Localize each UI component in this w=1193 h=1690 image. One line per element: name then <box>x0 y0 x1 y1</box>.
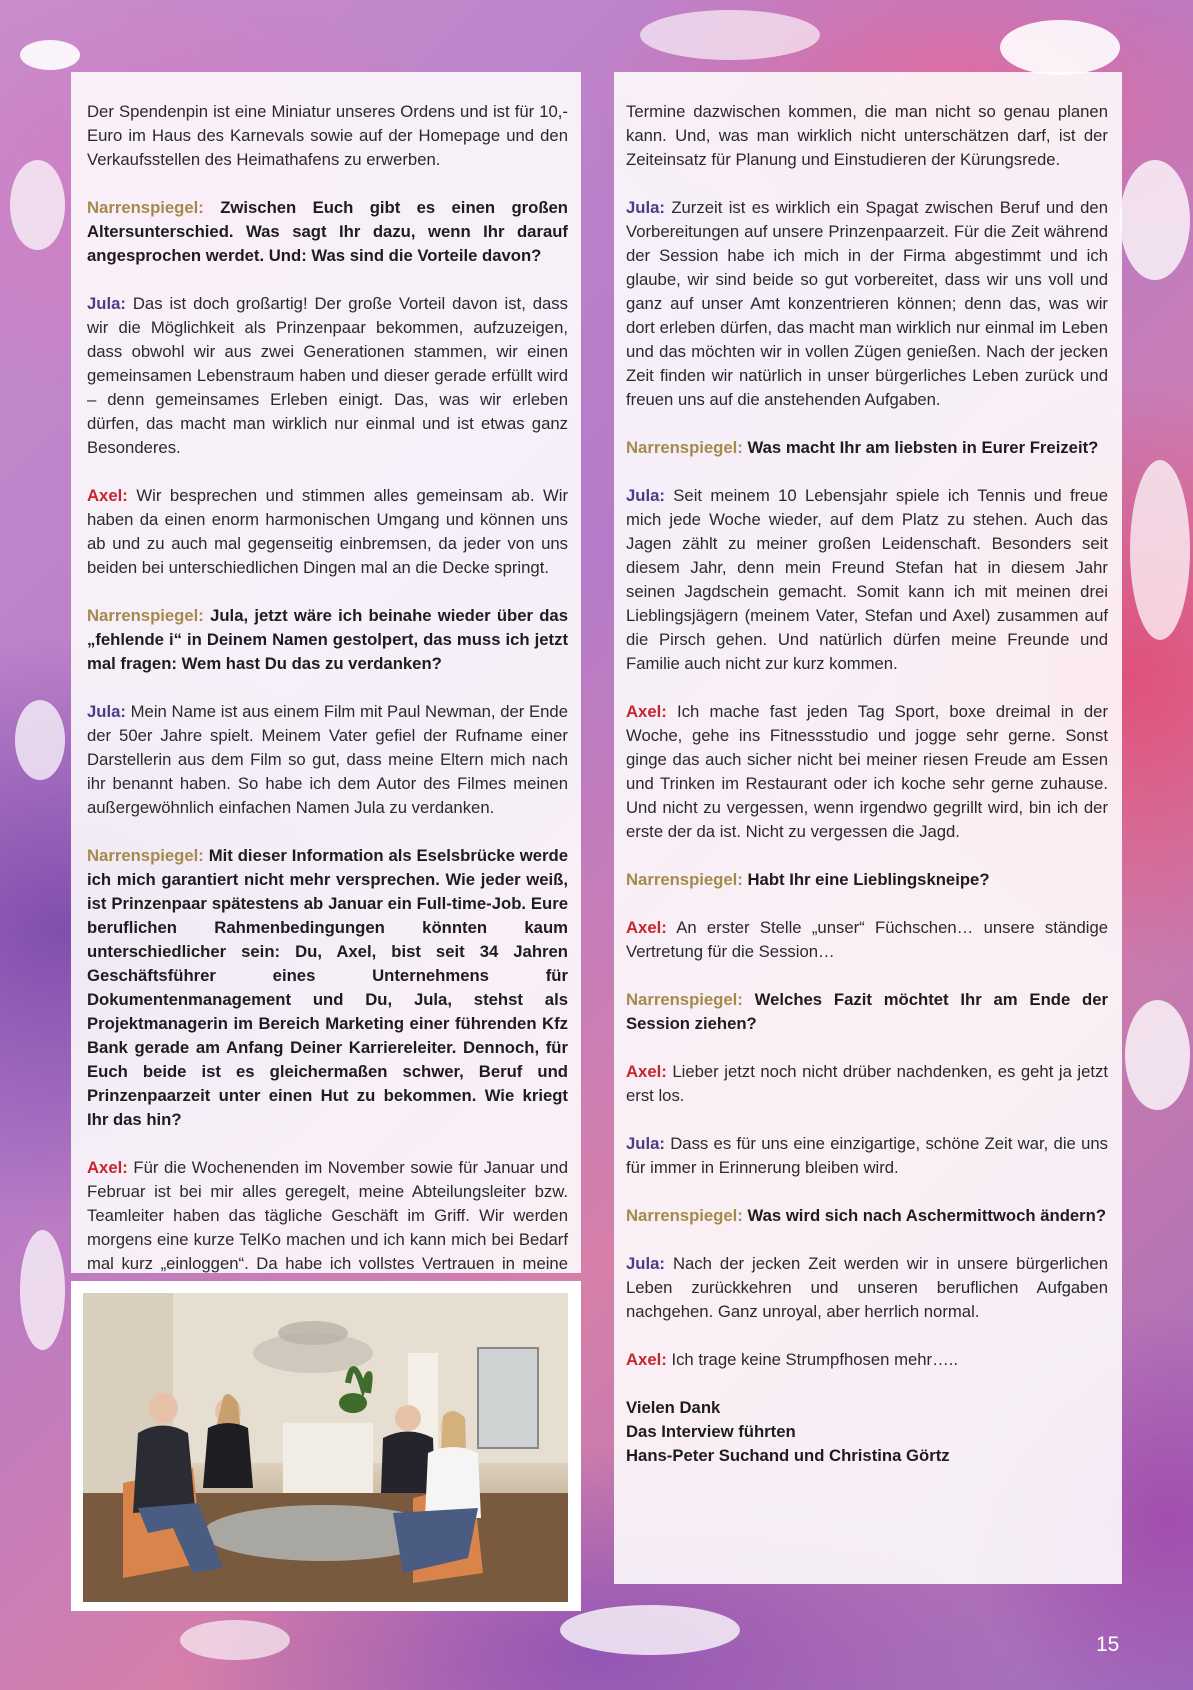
speaker-label: Axel: <box>87 486 128 505</box>
interview-question <box>626 988 1108 1036</box>
paragraph <box>626 100 1108 172</box>
left-column <box>71 72 581 1273</box>
page-number: 15 <box>1096 1633 1120 1656</box>
photo-frame <box>71 1281 581 1611</box>
speaker-label: Axel: <box>626 1062 667 1081</box>
speaker-label: Narrenspiegel: <box>87 846 204 865</box>
speaker-label: Axel: <box>87 1158 128 1177</box>
interview-answer <box>626 484 1108 676</box>
interview-answer <box>626 1132 1108 1180</box>
paragraph <box>87 100 568 172</box>
speaker-label: Jula: <box>626 1254 665 1273</box>
body-text: Dass es für uns eine einzigartige, schöne Zeit war, die uns für immer in Erinnerung bleiben wird. <box>626 1134 1108 1177</box>
speaker-label: Narrenspiegel: <box>626 870 743 889</box>
question-text: Welches Fazit möchtet Ihr am Ende der Session ziehen? <box>626 990 1109 1033</box>
speaker-label: Narrenspiegel: <box>626 1206 743 1225</box>
body-text: Mein Name ist aus einem Film mit Paul Newman, der Ende der 50er Jahre spielt. Meinem Vater gefiel der Rufname einer Darstellerin aus dem Film so gut, dass meine Eltern mich nach ihr benannt haben. So habe ich dem Autor des Filmes meinen außergewöhnlich einfachen Namen Jula zu verdanken. <box>87 702 568 817</box>
interview-answer <box>87 484 568 580</box>
interview-photo-illustration <box>83 1293 568 1602</box>
speaker-label: Narrenspiegel: <box>626 990 743 1009</box>
interview-answer <box>626 196 1108 412</box>
interview-question <box>626 436 1108 460</box>
speaker-label: Jula: <box>626 198 665 217</box>
interview-answer <box>87 1156 568 1300</box>
speaker-label: Axel: <box>626 918 667 937</box>
closing-line: Hans-Peter Suchand und Christina Görtz <box>626 1446 950 1465</box>
speaker-label: Jula: <box>626 1134 665 1153</box>
interview-question <box>87 844 568 1132</box>
question-text: Jula, jetzt wäre ich beinahe wieder über das „fehlende i“ in Deinem Namen gestolpert, das muss ich jetzt mal fragen: Wem hast Du das zu verdanken? <box>87 606 568 673</box>
question-text: Habt Ihr eine Lieblingskneipe? <box>747 870 990 889</box>
question-text: Mit dieser Information als Eselsbrücke werde ich mich garantiert nicht mehr versprechen. Wie jeder weiß, ist Prinzenpaar spätestens ab Januar ein Full-time-Job. Eure beruflichen Rahmenbedingungen könnten kaum unterschiedlicher sein: Du, Axel, bist seit 34 Jahren Geschäftsführer eines Unternehmens für Dokumentenmanagement und Du, Jula, stehst als Projektmanagerin im Bereich Marketing einer führenden Kfz Bank gerade am Anfang Deiner Karriereleiter. Dennoch, für Euch beide ist es gleichermaßen schwer, Beruf und Prinzenpaarzeit unter einen Hut zu bekommen. Wie kriegt Ihr das hin? <box>87 846 568 1129</box>
speaker-label: Axel: <box>626 1350 667 1369</box>
body-text: Lieber jetzt noch nicht drüber nachdenken, es geht ja jetzt erst los. <box>626 1062 1108 1105</box>
speaker-label: Jula: <box>626 486 665 505</box>
speaker-label: Narrenspiegel: <box>87 198 204 217</box>
body-text: Zurzeit ist es wirklich ein Spagat zwischen Beruf und den Vorbereitungen auf unsere Prinzenpaarzeit. Für die Zeit während der Session habe ich mich in der Firma abgestimmt und ich glaube, wir sind beide so gut vorbereitet, dass wir uns voll und ganz auf unser Amt konzentrieren können; denn das, was wir dort erleben dürfen, das macht man wirklich nur einmal im Leben und das möchten wir in vollen Zügen genießen. Nach der jecken Zeit finden wir natürlich in unser bürgerliches Leben zurück und freuen uns auf die anstehenden Aufgaben. <box>626 198 1108 409</box>
speaker-label: Axel: <box>626 702 667 721</box>
interview-question <box>87 604 568 676</box>
interview-answer <box>87 292 568 460</box>
speaker-label: Jula: <box>87 294 126 313</box>
right-column <box>614 72 1122 1584</box>
body-text: Das ist doch großartig! Der große Vorteil davon ist, dass wir die Möglichkeit als Prinzenpaar bekommen, aufzuzeigen, dass obwohl wir aus zwei Generationen stammen, wir einen gemeinsamen Lebenstraum haben und dieser gerade erfüllt wird – denn gemeinsames Erleben einigt. Das, was wir erleben dürfen, das macht man wirklich nur einmal und ist etwas ganz Besonderes. <box>87 294 568 457</box>
interview-question <box>626 1204 1108 1228</box>
interview-answer <box>626 1252 1108 1324</box>
interview-question <box>87 196 568 268</box>
body-text: Termine dazwischen kommen, die man nicht so genau planen kann. Und, was man wirklich nicht unterschätzen darf, ist der Zeiteinsatz für Planung und Einstudieren der Kürungsrede. <box>626 102 1108 169</box>
question-text: Was wird sich nach Aschermittwoch ändern? <box>747 1206 1107 1225</box>
closing-credits <box>626 1396 1108 1468</box>
question-text: Was macht Ihr am liebsten in Eurer Freizeit? <box>747 438 1099 457</box>
interview-answer <box>626 1060 1108 1108</box>
speaker-label: Narrenspiegel: <box>87 606 204 625</box>
body-text: Ich trage keine Strumpfhosen mehr….. <box>671 1350 959 1369</box>
closing-line: Vielen Dank <box>626 1398 721 1417</box>
body-text: Nach der jecken Zeit werden wir in unsere bürgerlichen Leben zurückkehren und unseren beruflichen Aufgaben nachgehen. Ganz unroyal, aber herrlich normal. <box>626 1254 1109 1321</box>
body-text: An erster Stelle „unser“ Füchschen… unsere ständige Vertretung für die Session… <box>626 918 1109 961</box>
interview-answer <box>626 916 1108 964</box>
body-text: Wir besprechen und stimmen alles gemeinsam ab. Wir haben da einen enorm harmonischen Umgang und können uns ab und zu auch mal gegenseitig einbremsen, da jeder von uns beiden bei unterschiedlichen Dingen mal an die Decke springt. <box>87 486 568 577</box>
body-text: Ich mache fast jeden Tag Sport, boxe dreimal in der Woche, gehe ins Fitnessstudio und jogge sehr gerne. Sonst ginge das auch sicher nicht bei meiner riesen Freude am Essen und Trinken im Restaurant oder ich koche sehr gerne zuhause. Und nicht zu vergessen, wenn irgendwo gegrillt wird, bin ich der erste der da ist. Nicht zu vergessen die Jagd. <box>626 702 1108 841</box>
question-text: Zwischen Euch gibt es einen großen Altersunterschied. Was sagt Ihr dazu, wenn Ihr darauf angesprochen werdet. Und: Was sind die Vorteile davon? <box>87 198 568 265</box>
body-text: Für die Wochenenden im November sowie für Januar und Februar ist bei mir alles geregelt, meine Abteilungsleiter bzw. Teamleiter haben das tägliche Geschäft im Griff. Wir werden morgens eine kurze TelKo machen und ich kann mich bei Bedarf mal kurz „einloggen“. Da habe ich vollstes Vertrauen in meine <box>87 1158 568 1273</box>
closing-line: Das Interview führten <box>626 1422 796 1441</box>
body-text: Seit meinem 10 Lebensjahr spiele ich Tennis und freue mich jede Woche wieder, auf dem Platz zu stehen. Auch das Jagen zählt zu meiner großen Leidenschaft. Besonders seit diesem Jahr, denn mein Freund Stefan hat in diesem Jahr seinen Jagdschein gemacht. Somit kann ich mit meinen drei Lieblingsjägern (meinem Vater, Stefan und Axel) zusammen auf die Pirsch gehen. Und natürlich dürfen meine Freunde und Familie auch nicht zur kurz kommen. <box>626 486 1108 673</box>
speaker-label: Narrenspiegel: <box>626 438 743 457</box>
speaker-label: Jula: <box>87 702 126 721</box>
interview-answer <box>626 1348 1108 1372</box>
body-text: Der Spendenpin ist eine Miniatur unseres Ordens und ist für 10,- Euro im Haus des Karnevals sowie auf der Homepage und den Verkaufsstellen des Heimathafens zu erwerben. <box>87 102 568 169</box>
interview-answer <box>87 700 568 820</box>
interview-answer <box>626 700 1108 844</box>
interview-photo <box>83 1293 568 1602</box>
interview-question <box>626 868 1108 892</box>
